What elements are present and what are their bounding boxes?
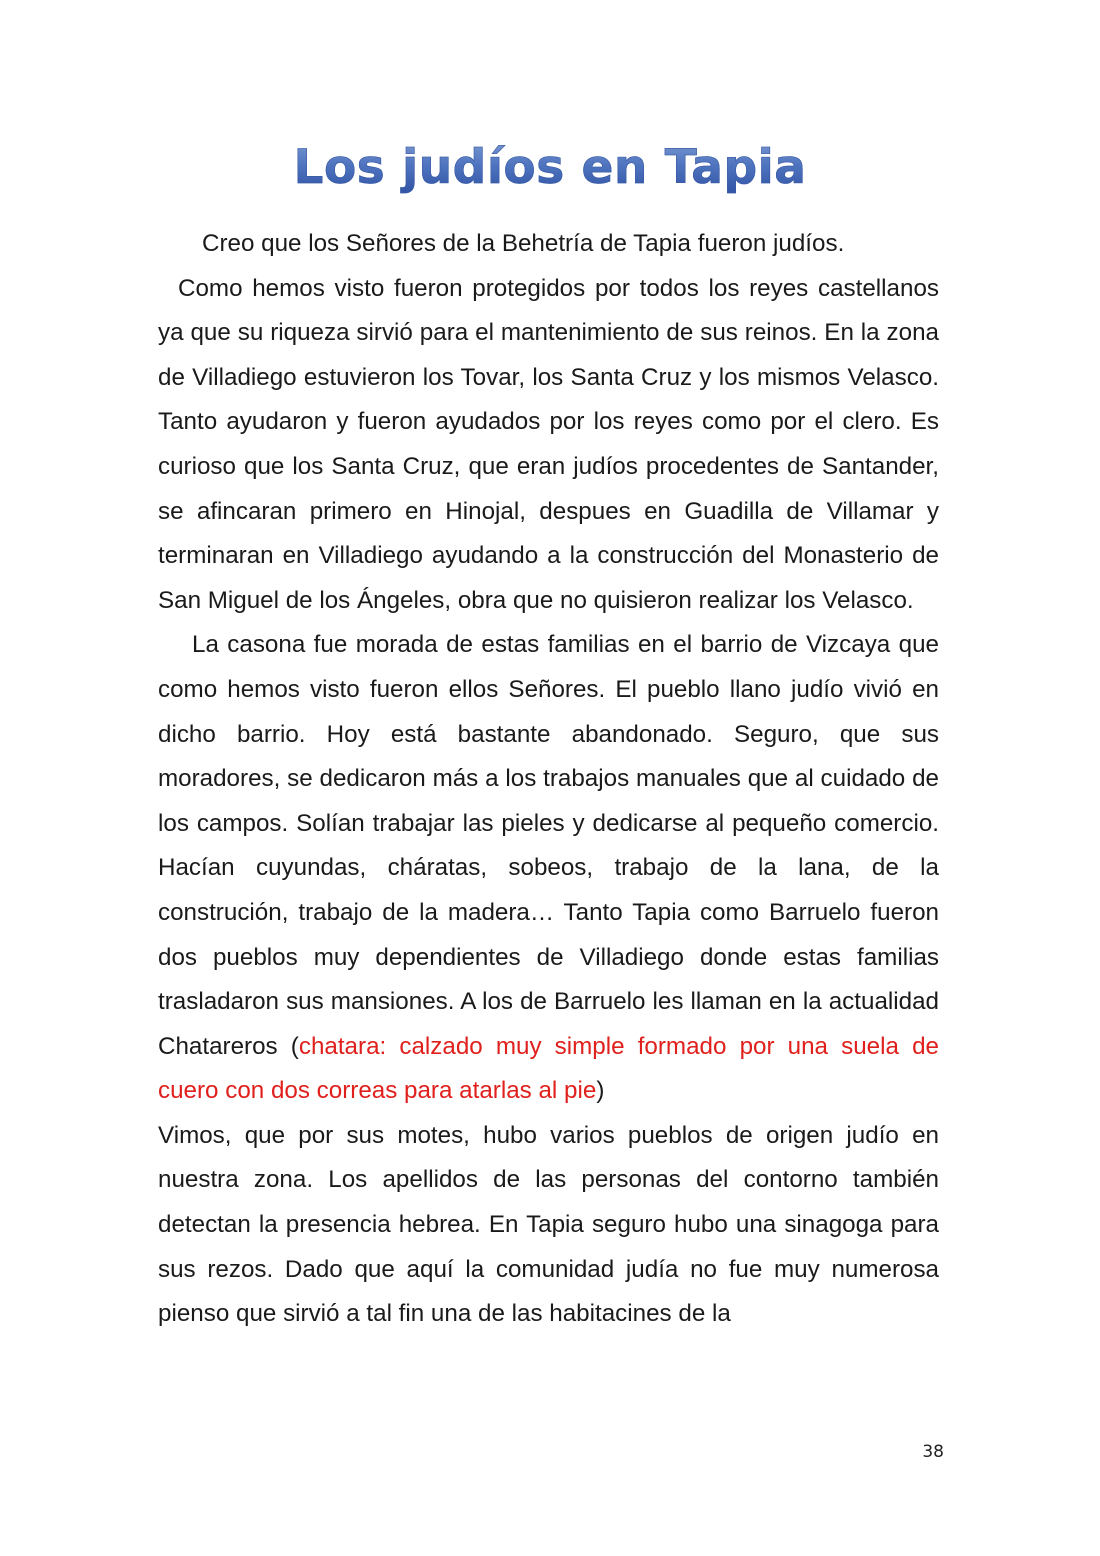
page-title: Los judíos en Tapia [0,138,1100,198]
page-number: 38 [922,1442,944,1462]
paragraph-protection: Como hemos visto fueron protegidos por todos los reyes castellanos ya que su riqueza sirvió para el mantenimiento de sus reinos. En la zona de Villadiego estuvieron los Tovar, los Santa Cruz y los mismos Velasco. Tanto ayudaron y fueron ayudados por los reyes como por el clero. Es curioso que los Santa Cruz, que eran judíos procedentes de Santander, se afincaran primero en Hinojal, despues en Guadilla de Villamar y terminaran en Villadiego ayudando a la construcción del Monasterio de San Miguel de los Ángeles, obra que no quisieron realizar los Velasco. [158,274,939,614]
paragraph-casona-text: La casona fue morada de estas familias en el barrio de Vizcaya que como hemos visto fueron ellos Señores. El pueblo llano judío vivió en dicho barrio. Hoy está bastante abandonado. Seguro, que sus moradores, se dedicaron más a los trabajos manuales que al cuidado de los campos. Solían trabajar las pieles y dedicarse al pequeño comercio. Hacían cuyundas, cháratas, sobeos, trabajo de la lana, de la construción, trabajo de la madera… Tanto Tapia como Barruelo fueron dos pueblos muy dependientes de Villadiego donde estas familias trasladaron sus mansiones. A los de Barruelo les llaman en la actualidad Chatareros ( [158,631,939,1060]
paragraph-casona [158,623,939,1114]
body-text [158,222,939,1337]
closing-parenthesis: ) [596,1077,605,1105]
paragraph-origins: Vimos, que por sus motes, hubo varios pueblos de origen judío en nuestra zona. Los apellidos de las personas del contorno también detectan la presencia hebrea. En Tapia seguro hubo una sinagoga para sus rezos. Dado que aquí la comunidad judía no fue muy numerosa pienso que sirvió a tal fin una de las habitacines de la [158,1121,939,1328]
paragraph-intro: Creo que los Señores de la Behetría de Tapia fueron judíos. [202,230,845,257]
chatara-definition: chatara: calzado muy simple formado por una suela de cuero con dos correas para atarlas al pie [158,1032,939,1105]
